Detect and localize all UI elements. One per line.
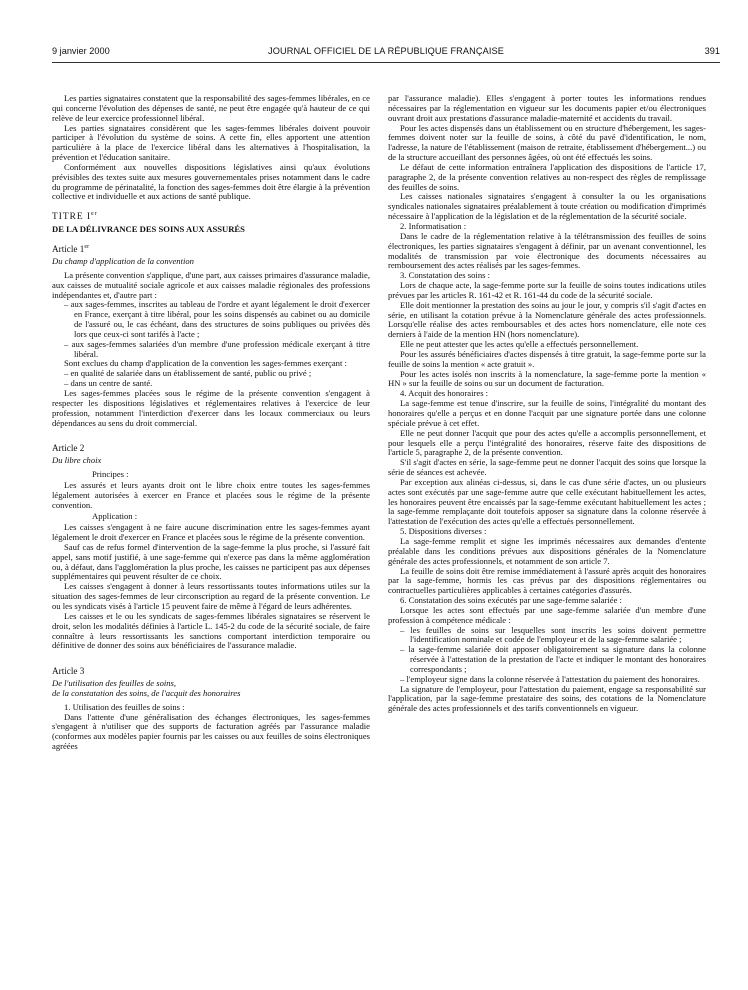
paragraph: Pour les actes isolés non inscrits à la nomenclature, la sage-femme porte la mention « HN » sur la feuille de soins ou sur un document de facturation. <box>388 368 706 389</box>
list-item: – en qualité de salariée dans un établissement de santé, public ou privé ; <box>52 369 370 379</box>
paragraph: Les sages-femmes placées sous le régime de la présente convention s'engagent à respecter les dispositions législatives et réglementaires relatives à l'exercice de leur profession, notamment l'interdiction d'exercer dans les locaux commerciaux ou leurs dépendances au sens du droit commercial. <box>52 387 370 428</box>
article-3-title-line-1: De l'utilisation des feuilles de soins, <box>52 678 177 689</box>
list-item: – la sage-femme salariée doit apposer obligatoirement sa signature dans la colonne réservée à l'attestation de la prestation de l'acte et indiquer le montant des honoraires correspondants ; <box>388 645 706 675</box>
paragraph: La sage-femme remplit et signe les imprimés nécessaires aux demandes d'entente préalable dans les conditions prévues aux dispositions générales de la Nomenclature générale des actes professionnels, et notamment de son article 7. <box>388 535 706 566</box>
article-3-title-line-2: de la constatation des soins, de l'acquit des honoraires <box>52 687 241 698</box>
paragraph: Le défaut de cette information entraînera l'application des dispositions de l'article 17, paragraphe 2, de la présente convention relatives au non-respect des règles de remplissage des feuilles de soins. <box>388 161 706 192</box>
paragraph: Elle ne peut attester que les actes qu'elle a effectués personnellement. <box>400 339 639 350</box>
section-1-heading: 1. Utilisation des feuilles de soins : <box>64 701 185 712</box>
section-6-heading: 6. Constatation des soins exécutés par une sage-femme salariée : <box>400 595 622 606</box>
paragraph: Les caisses nationales signataires s'engagent à consulter la ou les organisations syndicales nationales signataires préalablement à toute création ou modification d'imprimés nécessaire à l'application de la législation et de la réglementation de la sécurité sociale. <box>388 191 706 222</box>
paragraph: Les caisses s'engagent à donner à leurs ressortissants toutes informations utiles sur la situation des sages-femmes de leur circonscription au regard de la présente convention. Le ou les syndicats visés à l'article 15 peuvent faire de même à l'égard de leurs adhérentes. <box>52 581 370 611</box>
paragraph: Les assurés et leurs ayants droit ont le libre choix entre toutes les sages-femmes légalement autorisées à exercer en France et placées sous le régime de la présente convention. <box>52 479 370 510</box>
section-2-heading: 2. Informatisation : <box>400 220 467 231</box>
paragraph: Lorsque les actes sont effectués par une sage-femme salariée d'un membre d'une profession à compétence médicale : <box>388 604 706 625</box>
paragraph: Lors de chaque acte, la sage-femme porte sur la feuille de soins toutes indications utiles prévues par les articles R. 161-42 et R. 161-44 du code de la sécurité sociale. <box>388 280 706 300</box>
section-5-heading: 5. Dispositions diverses : <box>400 526 487 537</box>
paragraph: Conformément aux nouvelles dispositions législatives ainsi qu'aux évolutions prévisibles des textes suite aux mesures gouvernementales prises notamment dans le cadre du programme de périnatalité, la fonction des sages-femmes doit être élargie à la prévention collective et individuelle et aux actions de santé publique. <box>52 161 370 202</box>
article-1-list-2 <box>52 369 370 389</box>
paragraph: La sage-femme est tenue d'inscrire, sur la feuille de soins, l'intégralité du montant des honoraires qu'elle a perçus et en donne l'acquit par une signature portée dans une colonne spéciale prévue à cet effet. <box>388 398 706 428</box>
list-item: – l'employeur signe dans la colonne réservée à l'attestation du paiement des honoraires. <box>388 675 706 685</box>
paragraph: Les parties signataires constatent que la responsabilité des sages-femmes libérales, en ce qui concerne l'évolution des dépenses de santé, ne peut être engagée qu'à hauteur de ce qui relève de leur exercice professionnel libéral. <box>52 93 370 123</box>
header-date: 9 janvier 2000 <box>52 46 110 56</box>
paragraph: Par exception aux alinéas ci-dessus, si, dans le cas d'une série d'actes, un ou plusieurs actes sont exécutés par une sage-femme autre que celle exécutant habituellement les actes, les honoraires peuvent être encaissés par la sage-femme exécutant habituellement les actes ; la sage-femme remplaçante doit toutefois apposer sa signature dans la colonne réservée à l'attestation de l'exécution des actes qu'elle a effectués personnellement. <box>388 476 706 527</box>
article-1-list-1 <box>52 300 370 359</box>
list-item: – aux sages-femmes, inscrites au tableau de l'ordre et ayant légalement le droit d'exercer en France, exerçant à titre libéral, pour les soins dispensés au cabinet ou au domicile de l'assuré ou, le cas échéant, dans des structures de soins publiques ou privées dès lors que ceux-ci sont tarifés à l'acte ; <box>52 300 370 339</box>
left-column <box>52 94 370 752</box>
section-3-heading: 3. Constatation des soins : <box>400 270 490 281</box>
paragraph: La présente convention s'applique, d'une part, aux caisses primaires d'assurance maladie, aux caisses de mutualité sociale agricole et aux caisses maladie régionales des professions indépendantes et, d'autre part : <box>52 269 370 300</box>
article-3-label: Article 3 <box>52 666 85 677</box>
paragraph: par l'assurance maladie). Elles s'engagent à porter toutes les informations rendues nécessaires par la réglementation en vigueur sur les documents papier et/ou électroniques ouvrant droit aux prestations d'assurance maladie-maternité et accidents du travail. <box>388 93 706 123</box>
principes-label: Principes : <box>92 469 129 480</box>
paragraph: Pour les actes dispensés dans un établissement ou en structure d'hébergement, les sages-femmes doivent noter sur la feuille de soins, à côté du pavé d'identification, le nom, l'adresse, la nature de l'établissement (maison de retraite, établissement d'hébergement...) ou de la structure accueillant des personnes âgées, où ont été effectués les soins. <box>388 122 706 163</box>
header-page-number: 391 <box>704 46 720 56</box>
article-2-label: Article 2 <box>52 443 85 454</box>
list-item: – aux sages-femmes salariées d'un membre d'une profession médicale exerçant à titre libéral. <box>52 340 370 360</box>
article-1-title: Du champ d'application de la convention <box>52 256 194 266</box>
right-column <box>388 94 706 714</box>
list-item: – dans un centre de santé. <box>52 379 370 389</box>
paragraph: Dans le cadre de la réglementation relative à la télétransmission des feuilles de soins électroniques, les parties signataires s'engagent à définir, par un avenant conventionnel, les modalités de transmission par voie électronique des documents nécessaires au remboursement des actes réalisés par les sages-femmes. <box>388 230 706 271</box>
article-2-title: Du libre choix <box>52 455 102 466</box>
article-1-label: Article 1er <box>52 244 90 255</box>
paragraph: Pour les assurés bénéficiaires d'actes dispensés à titre gratuit, la sage-femme porte sur la feuille de soins la mention « acte gratuit ». <box>388 348 706 369</box>
header-rule <box>52 62 720 63</box>
paragraph: Elle doit mentionner la prestation des soins au jour le jour, y compris s'il s'agit d'actes en série, en utilisant la cotation prévue à la Nomenclature générale des actes professionnels. Lorsqu'elle réalise des actes remboursables et des actes hors nomenclature, elle note ces derniers à l'aide de la mention HN (hors nomenclature). <box>388 299 706 340</box>
paragraph: La signature de l'employeur, pour l'attestation du paiement, engage sa responsabilité sur l'application, par la sage-femme prestataire des soins, des cotations de la Nomenclature générale des actes professionnels et des tarifs conventionnels en vigueur. <box>388 683 706 714</box>
titre-label: TITRE Ier <box>52 211 98 223</box>
salariee-list <box>388 626 706 685</box>
paragraph: Les parties signataires considèrent que les sages-femmes libérales doivent pouvoir participer à l'évolution du système de soins. A cette fin, elles apportent une attention particulière à la place de l'exercice libéral dans les alternatives à l'hospitalisation, la prévention et l'éducation sanitaire. <box>52 122 370 163</box>
paragraph: Les caisses s'engagent à ne faire aucune discrimination entre les sages-femmes ayant légalement le droit d'exercer en France et placées sous le régime de la présente convention. <box>52 522 370 543</box>
paragraph: S'il s'agit d'actes en série, la sage-femme peut ne donner l'acquit des soins que lorsque la série de séances est achevée. <box>388 457 706 478</box>
page-header <box>52 46 720 60</box>
list-item: – les feuilles de soins sur lesquelles sont inscrits les soins doivent permettre l'identification nominale et codée de l'employeur et de la sage-femme salariée ; <box>388 626 706 646</box>
paragraph: Dans l'attente d'une généralisation des échanges électroniques, les sages-femmes s'engagent à n'utiliser que des supports de facturation agréés par l'assurance maladie (conformes aux modèles papier fournis par les caisses ou aux feuilles de soins électroniques agréées <box>52 711 370 752</box>
section-4-heading: 4. Acquit des honoraires : <box>400 388 489 399</box>
titre-heading: DE LA DÉLIVRANCE DES SOINS AUX ASSURÉS <box>52 224 245 235</box>
application-label: Application : <box>92 511 138 522</box>
paragraph: Sauf cas de refus formel d'intervention de la sage-femme la plus proche, si l'assuré fait appel, sans motif justifié, à une sage-femme qui n'exerce pas dans la même agglomération ou, à défaut, dans l'agglomération la plus proche, les caisses ne participent pas aux dépenses supplémentaires qui peuvent résulter de ce choix. <box>52 541 370 582</box>
paragraph: Les caisses et le ou les syndicats de sages-femmes libérales signataires se réservent le droit, selon les modalités définies à l'article L. 145-2 du code de la sécurité sociale, de faire connaître à leurs ressortissants les sanctions comportant interdiction temporaire ou définitive de donner des soins aux bénéficiaires de l'assurance maladie. <box>52 610 370 651</box>
paragraph: Elle ne peut donner l'acquit que pour des actes qu'elle a accomplis personnellement, et pour lesquels elle a perçu l'intégralité des honoraires, réserve faite des dispositions de l'article 5, paragraphe 2, de la présente convention. <box>388 427 706 458</box>
header-journal-title: JOURNAL OFFICIEL DE LA RÉPUBLIQUE FRANÇAISE <box>268 46 504 56</box>
paragraph: Sont exclues du champ d'application de la convention les sages-femmes exerçant : <box>64 358 347 369</box>
paragraph: La feuille de soins doit être remise immédiatement à l'assuré après acquit des honoraires par la sage-femme, hormis les cas prévus par des dispositions réglementaires ou contractuelles particulières applicables à certaines catégories d'assurés. <box>388 565 706 596</box>
